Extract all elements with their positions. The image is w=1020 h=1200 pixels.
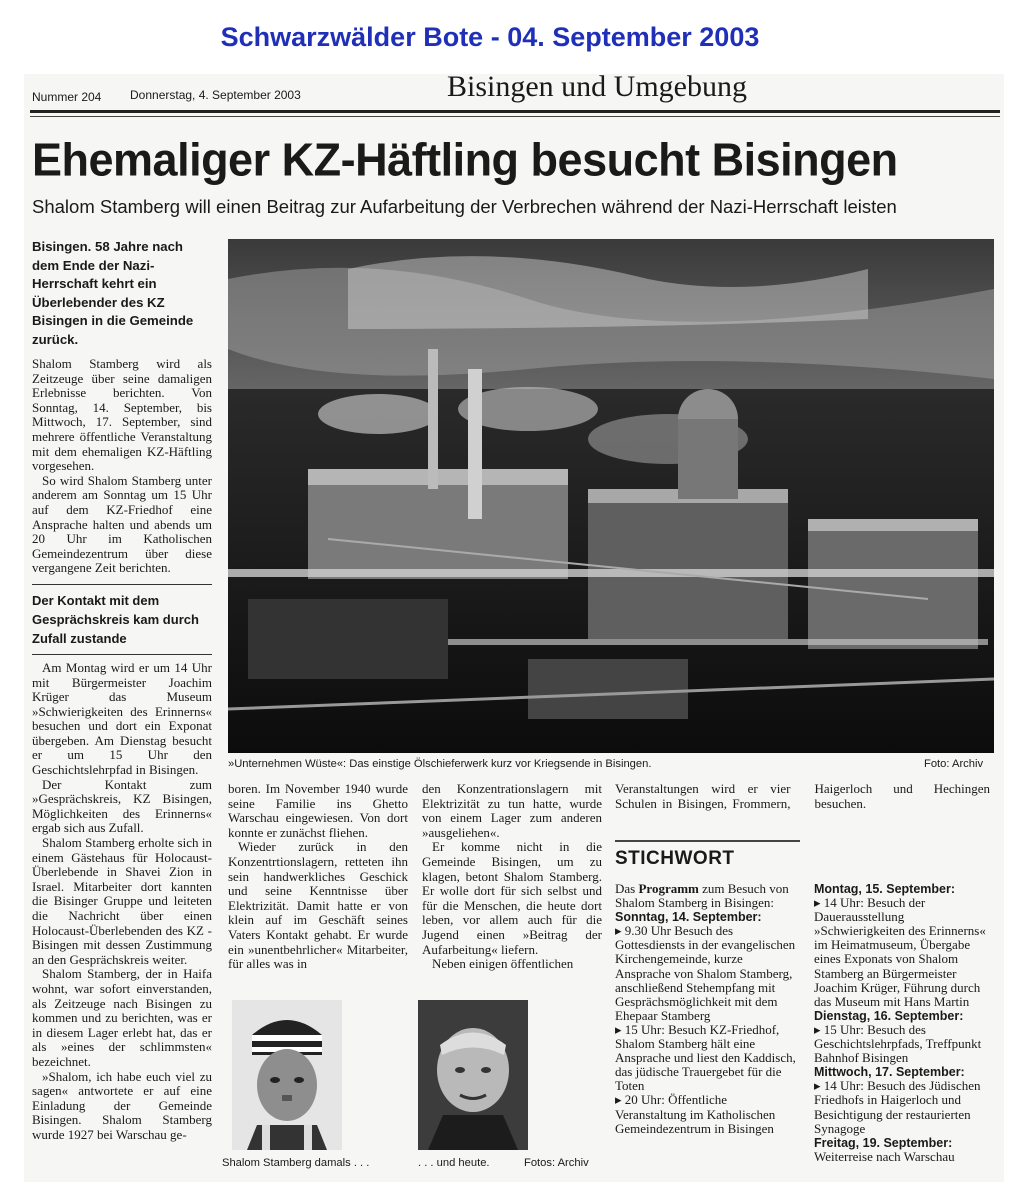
column-1 [32,238,212,1143]
body-paragraph: den Konzentrationslagern mit Elektrizität zu tun hatte, wurde von einem Lager zum anderen »ausgeliehen«. [422,781,602,840]
body-paragraph: Shalom Stamberg wird als Zeitzeuge über seine damaligen Erlebnisse berichten. Von Sonntag, 14. September, bis Mittwoch, 17. September, sind mehrere öffentliche Veranstaltung mit dem ehemaligen KZ-Häftling vorgesehen. [32,356,212,474]
body-paragraph: Am Montag wird er um 14 Uhr mit Bürgermeister Joachim Krüger das Museum »Schwierigkeiten des Erinnerns« besuchen und dort ein Exponat übergeben. Am Dienstag besucht er um 15 Uhr den Geschichtslehrpfad in Bisingen. [32,659,212,778]
body-paragraph: »Shalom, ich habe euch viel zu sagen« antwortete er auf eine Einladung der Gemeinde Bisingen. Shalom Stamberg wurde 1927 bei Warschau ge- [32,1068,212,1142]
headline: Ehemaliger KZ-Häftling besucht Bisingen [32,132,898,186]
column-2 [228,782,408,972]
main-photo-caption: »Unternehmen Wüste«: Das einstige Ölschieferwerk kurz vor Kriegsende in Bisingen. [228,758,652,770]
body-paragraph: Er komme nicht in die Gemeinde Bisingen, um zu klagen, betont Shalom Stamberg. Er wolle dort für sich selbst und für die Menschen, die heute dort leben, vor allem auch für die Jugend einen »Beitrag der Aufarbeitung« liefern. [422,839,602,957]
young-man-portrait-image [232,1000,342,1150]
stichwort-rule [615,840,800,842]
stichwort-item: Freitag, 19. September: Weiterreise nach Warschau [814,1135,955,1164]
main-photo-credit: Foto: Archiv [924,758,984,770]
oil-shale-plant-image [228,239,994,753]
masthead-rule [30,110,1000,113]
body-paragraph: Wieder zurück in den Konzentrtionslagern, retteten ihn sein handwerkliches Geschick und seine Kenntnisse über Elektrizität. Damit hatte er von klein auf im Geschäft seines Vaters Kontakt gehabt. Er wurde ein »unentbehrlicher« Mitarbeiter, für alles was in [228,839,408,972]
column-4 [615,782,990,811]
stichwort-title: STICHWORT [615,848,735,869]
portrait-now-caption: . . . und heute. [418,1157,490,1169]
portrait-credit: Fotos: Archiv [524,1157,589,1169]
stichwort-column-2 [814,882,994,1164]
body-paragraph: boren. Im November 1940 wurde seine Familie ins Ghetto Warschau eingewiesen. Von dort konnte er zunächst fliehen. [228,781,408,840]
section-name: Bisingen und Umgebung [447,70,747,103]
stichwort-day: Dienstag, 16. September: [814,1008,964,1023]
stichwort-day: Sonntag, 14. September: [615,910,762,925]
subheading: Der Kontakt mit dem Gesprächskreis kam durch Zufall zustande [32,584,212,655]
stichwort-item: ▸ 14 Uhr: Besuch der Dauerausstellung »Schwierigkeiten des Erinnerns« im Heimatmuseum, Übergabe eines Exponats von Shalom Stamberg an Bürgermeister Joachim Krüger, Führung durch das Museum mit Hans Martin [814,895,986,1009]
stichwort-item: ▸ 9.30 Uhr Besuch des Gottesdiensts in der evangelischen Kirchengemeinde, kurze Ansprache von Shalom Stamberg, anschließend Stehempfang mit Gesprächsmöglichkeit mit dem Ehepaar Stamberg [615,923,796,1023]
main-photo [228,239,994,753]
source-title: Schwarzwälder Bote - 04. September 2003 [220,22,760,52]
stichwort-day: Montag, 15. September: [814,882,955,896]
stichwort-column-1 [615,882,800,1136]
stichwort-item: ▸ 20 Uhr: Öffentliche Veranstaltung im Katholischen Gemeindezentrum in Bisingen [615,1092,776,1136]
body-paragraph: Shalom Stamberg, der in Haifa wohnt, war sofort einverstanden, als Zeitzeuge nach Bisingen zu kommen und zu berichten, was er in diesem Lager erlebt hat, das er als »eines der schlimmsten« bezeichnet. [32,966,212,1069]
issue-number: Nummer 204 [32,90,102,104]
old-man-portrait-image [418,1000,528,1150]
issue-date: Donnerstag, 4. September 2003 [130,88,301,102]
body-paragraph: Veranstaltungen wird er vier Schulen in Bisingen, Frommern, Haigerloch und Hechingen besuchen. [615,781,990,811]
body-paragraph: Neben einigen öffentlichen [432,956,574,972]
body-paragraph: So wird Shalom Stamberg unter anderem am Sonntag um 15 Uhr auf dem KZ-Friedhof eine Ansprache halten und abends um 20 Uhr im Katholischen Gemeindezentrum über diese vergangene Zeit berichten. [32,472,212,576]
stichwort-day: Mittwoch, 17. September: [814,1065,965,1080]
column-3 [422,782,602,972]
body-paragraph: Shalom Stamberg erholte sich in einem Gästehaus für Holocaust-Überlebende in Shavei Zion in Israel. Mitarbeiter dort kannten die Bisinger Gruppe und leiteten die Nachricht über einen Holocaust-Überlebenden des KZ -Bisingen mit dessen Zustimmung an den Gesprächskreis weiter. [32,835,212,967]
body-paragraph: Der Kontakt zum »Gesprächskreis, KZ Bisingen, Möglichkeiten des Erinnerns« ergab sich aus Zufall. [32,776,212,836]
stichwort-item: ▸ 15 Uhr: Besuch KZ-Friedhof, Shalom Stamberg hält eine Ansprache und liest den Kaddisch, das jüdische Trauergebet für die Toten [615,1021,796,1094]
stichwort-item: ▸ 15 Uhr: Besuch des Geschichtslehrpfads, Treffpunkt Bahnhof Bisingen [814,1021,982,1066]
masthead-rule-thin [30,116,1000,117]
stichwort-intro: Das Programm zum Besuch von Shalom Stamberg in Bisingen: [615,881,789,911]
portrait-now [418,1000,528,1150]
subheadline: Shalom Stamberg will einen Beitrag zur Aufarbeitung der Verbrechen während der Nazi-Herrschaft leisten [32,196,897,217]
lead-paragraph: Bisingen. 58 Jahre nach dem Ende der Nazi-Herrschaft kehrt ein Überlebender des KZ Bisingen in die Gemeinde zurück. [32,239,194,347]
portrait-then-caption: Shalom Stamberg damals . . . [222,1157,370,1169]
portrait-then [232,1000,342,1150]
stichwort-item: ▸ 14 Uhr: Besuch des Jüdischen Friedhofs in Haigerloch und Besichtigung der restaurierten Synagoge [814,1078,981,1136]
